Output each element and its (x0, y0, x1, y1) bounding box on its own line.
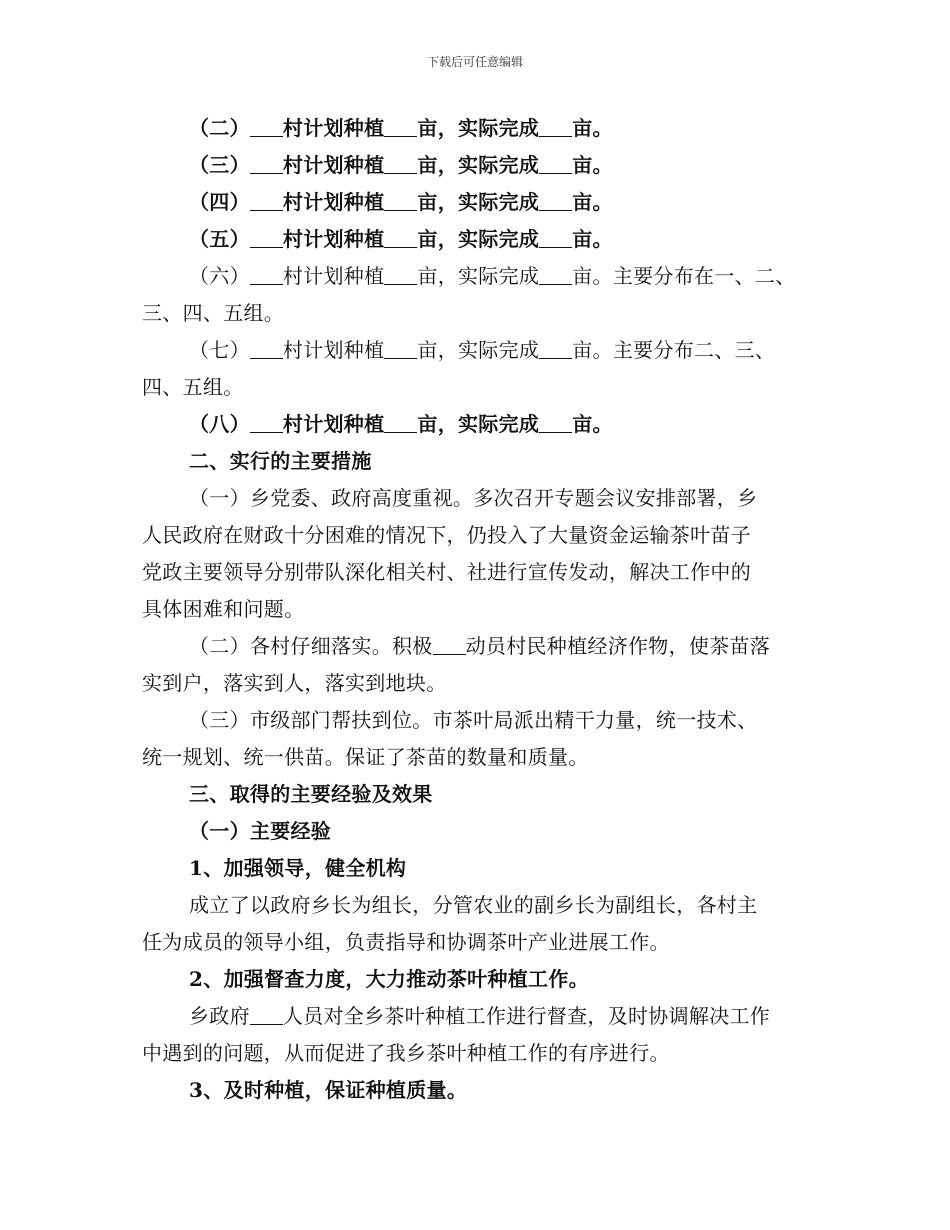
paragraph-line: （三）市级部门帮扶到位。市茶叶局派出精干力量，统一技术、 (189, 708, 758, 732)
document-body (142, 110, 832, 1109)
blank-line (250, 336, 283, 359)
paragraph-line: 任为成员的领导小组，负责指导和协调茶叶产业进展工作。 (142, 930, 670, 954)
blank-line (250, 225, 283, 248)
blank-line (539, 262, 572, 285)
blank-line (250, 262, 283, 285)
village-line-6-cont: 三、四、五组。 (142, 301, 285, 325)
item-3-title: 3、及时种植，保证种植质量。 (189, 1078, 468, 1102)
village-number: （四） (189, 190, 250, 214)
paragraph-line: 党政主要领导分别带队深化相关村、社进行宣传发动，解决工作中的 (142, 560, 751, 584)
blank-line (384, 336, 417, 359)
village-line-6: （六） 村计划种植 亩，实际完成 亩。主要分布在一、二、 (189, 264, 796, 288)
blank-line (539, 336, 572, 359)
paragraph-line: 乡政府 人员对全乡茶叶种植工作进行督查，及时协调解决工作 (189, 1004, 771, 1028)
village-number: （二） (189, 116, 250, 140)
blank-line (539, 114, 572, 137)
blank-line (250, 410, 283, 433)
paragraph-line: （二）各村仔细落实。积极 动员村民种植经济作物，使茶苗落 (189, 634, 771, 658)
paragraph-line: （一）乡党委、政府高度重视。多次召开专题会议安排部署，乡 (189, 486, 758, 510)
village-line-3: （三） 村计划种植 亩，实际完成 亩。 (189, 153, 613, 177)
item-1-title: 1、加强领导，健全机构 (189, 856, 407, 880)
blank-line (539, 188, 572, 211)
village-number: （三） (189, 153, 250, 177)
blank-line (250, 114, 283, 137)
section-2-title: 二、实行的主要措施 (189, 449, 372, 473)
blank-line (384, 188, 417, 211)
village-line-7: （七） 村计划种植 亩，实际完成 亩。主要分布二、三、 (189, 338, 776, 362)
blank-line (384, 114, 417, 137)
blank-line (384, 225, 417, 248)
blank-line (539, 225, 572, 248)
blank-line (250, 1002, 283, 1025)
blank-line (539, 410, 572, 433)
item-2-title: 2、加强督查力度，大力推动茶叶种植工作。 (189, 967, 589, 991)
blank-line (539, 151, 572, 174)
paragraph-line: 具体困难和问题。 (142, 597, 305, 621)
blank-line (250, 151, 283, 174)
blank-line (384, 151, 417, 174)
blank-line (250, 188, 283, 211)
village-line-5: （五） 村计划种植 亩，实际完成 亩。 (189, 227, 613, 251)
paragraph-line: 实到户，落实到人，落实到地块。 (142, 671, 447, 695)
village-line-8: （八） 村计划种植 亩，实际完成 亩。 (189, 412, 613, 436)
paragraph-line: 人民政府在财政十分困难的情况下，仍投入了大量资金运输茶叶苗子 (142, 523, 751, 547)
section-3-title: 三、取得的主要经验及效果 (189, 782, 433, 806)
subsection-title: （一）主要经验 (189, 819, 332, 843)
paragraph-line: 统一规划、统一供苗。保证了茶苗的数量和质量。 (142, 745, 589, 769)
paragraph-line: 中遇到的问题，从而促进了我乡茶叶种植工作的有序进行。 (142, 1041, 670, 1065)
village-number: （五） (189, 227, 250, 251)
village-line-4: （四） 村计划种植 亩，实际完成 亩。 (189, 190, 613, 214)
page-header: 下载后可任意编辑 (426, 55, 523, 69)
blank-line (433, 632, 466, 655)
village-line-7-cont: 四、五组。 (142, 375, 244, 399)
blank-line (384, 410, 417, 433)
village-line-2: （二） 村计划种植 亩，实际完成 亩。 (189, 116, 613, 140)
paragraph-line: 成立了以政府乡长为组长，分管农业的副乡长为副组长，各村主 (189, 893, 758, 917)
blank-line (384, 262, 417, 285)
